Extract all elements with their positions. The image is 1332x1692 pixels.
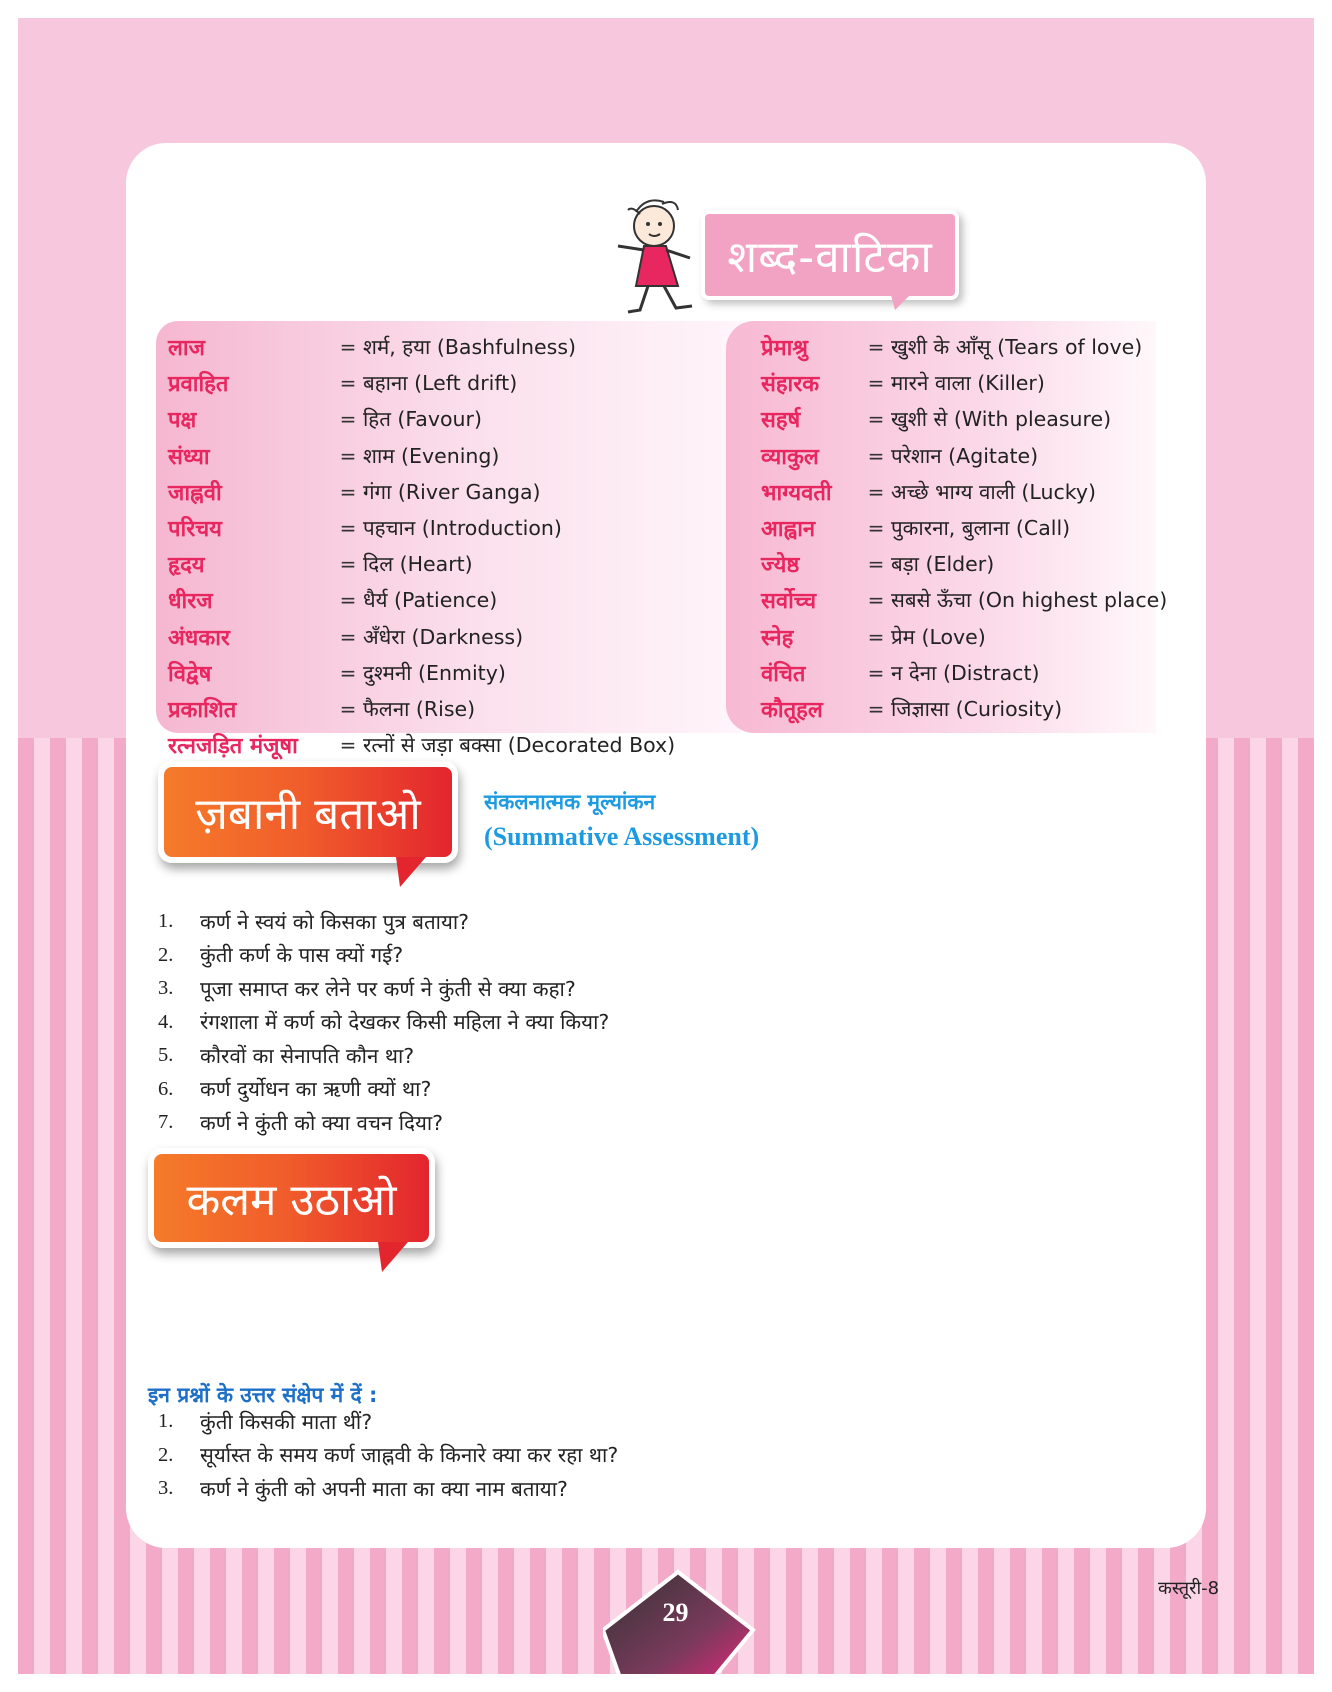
page-number: 29: [662, 1598, 689, 1627]
glossary-term: सहर्ष: [761, 408, 801, 434]
list-item: [158, 939, 609, 973]
question-number: 2.: [158, 943, 174, 966]
list-item: [158, 1073, 609, 1107]
glossary-meaning: जिज्ञासा (Curiosity): [891, 696, 1063, 721]
glossary-term: संहारक: [761, 372, 820, 398]
equals-sign: =: [339, 407, 357, 432]
glossary-row: [761, 401, 1167, 437]
written-section-badge: [148, 1148, 448, 1268]
list-item: [158, 1039, 609, 1073]
equals-sign: =: [867, 443, 885, 468]
written-instruction: इन प्रश्नों के उत्तर संक्षेप में दें :: [148, 1383, 378, 1407]
question-text: कौरवों का सेनापति कौन था?: [200, 1043, 415, 1068]
book-name: कस्तूरी-8: [1158, 1578, 1220, 1599]
glossary-meaning: गंगा (River Ganga): [363, 479, 541, 504]
question-number: 1.: [158, 910, 174, 933]
glossary-meaning: फैलना (Rise): [363, 696, 476, 721]
equals-sign: =: [867, 552, 885, 577]
glossary-meaning: बड़ा (Elder): [891, 552, 995, 577]
glossary-term: अंधकार: [168, 625, 230, 651]
glossary-row: [168, 438, 675, 474]
written-question-list: [158, 1405, 618, 1506]
glossary-meaning: दुश्मनी (Enmity): [363, 660, 506, 685]
glossary-term: प्रवाहित: [168, 372, 229, 398]
glossary-row: [168, 401, 675, 437]
list-item: [158, 1006, 609, 1040]
glossary-term: विद्वेष: [168, 661, 212, 687]
glossary-row: [168, 510, 675, 546]
glossary-row: [168, 474, 675, 510]
list-item: [158, 1472, 618, 1506]
glossary-term: परिचय: [168, 517, 222, 543]
equals-sign: =: [867, 624, 885, 649]
question-text: कर्ण ने स्वयं को किसका पुत्र बताया?: [200, 909, 470, 934]
equals-sign: =: [339, 516, 357, 541]
glossary-meaning: रत्नों से जड़ा बक्सा (Decorated Box): [363, 733, 676, 758]
glossary-meaning: मारने वाला (Killer): [891, 371, 1045, 396]
glossary-term: सर्वोच्च: [761, 589, 817, 615]
question-number: 6.: [158, 1077, 174, 1100]
page-number-badge: [603, 1568, 758, 1674]
glossary-term: ज्येष्ठ: [761, 553, 800, 579]
glossary-row: [761, 438, 1167, 474]
glossary-term: भाग्यवती: [761, 480, 832, 506]
equals-sign: =: [339, 624, 357, 649]
written-badge-tail: [378, 1242, 408, 1272]
equals-sign: =: [867, 407, 885, 432]
list-item: [158, 1106, 609, 1140]
title-badge: [606, 188, 961, 318]
glossary-term: कौतूहल: [761, 697, 823, 723]
list-item: [158, 905, 609, 939]
list-item: [158, 972, 609, 1006]
equals-sign: =: [867, 588, 885, 613]
oral-question-list: [158, 905, 609, 1140]
question-text: कर्ण दुर्योधन का ऋणी क्यों था?: [200, 1077, 432, 1102]
question-number: 4.: [158, 1010, 174, 1033]
glossary-row: [761, 691, 1167, 727]
equals-sign: =: [339, 371, 357, 396]
glossary-term: पक्ष: [168, 408, 197, 434]
question-text: रंगशाला में कर्ण को देखकर किसी महिला ने क्या किया?: [200, 1010, 610, 1035]
list-item: [158, 1405, 618, 1439]
glossary-meaning: परेशान (Agitate): [891, 443, 1039, 468]
equals-sign: =: [867, 516, 885, 541]
question-number: 1.: [158, 1410, 174, 1433]
glossary-meaning: खुशी से (With pleasure): [891, 407, 1112, 432]
glossary-meaning: अँधेरा (Darkness): [363, 624, 524, 649]
page-frame: [18, 18, 1314, 1674]
oral-badge-tail: [396, 857, 426, 887]
glossary-row: [168, 727, 675, 763]
assessment-hindi: संकलनात्मक मूल्यांकन: [484, 790, 656, 814]
glossary-meaning: शर्म, हया (Bashfulness): [363, 335, 576, 360]
glossary-term: जाह्नवी: [168, 480, 222, 506]
glossary-meaning: बहाना (Left drift): [363, 371, 518, 396]
equals-sign: =: [339, 443, 357, 468]
question-number: 3.: [158, 977, 174, 1000]
glossary-row: [761, 365, 1167, 401]
question-number: 5.: [158, 1044, 174, 1067]
glossary-meaning: धैर्य (Patience): [363, 588, 498, 613]
assessment-label: [484, 788, 759, 852]
list-item: [158, 1439, 618, 1473]
equals-sign: =: [339, 479, 357, 504]
glossary-row: [761, 510, 1167, 546]
equals-sign: =: [867, 335, 885, 360]
assessment-english: (Summative Assessment): [484, 822, 760, 851]
glossary-row: [761, 655, 1167, 691]
question-text: सूर्यास्त के समय कर्ण जाह्नवी के किनारे क्या कर रहा था?: [200, 1443, 619, 1468]
glossary-row: [761, 474, 1167, 510]
written-section-title: कलम उठाओ: [148, 1148, 435, 1248]
content-card: [126, 143, 1206, 1548]
glossary-row: [168, 546, 675, 582]
glossary-term: धीरज: [168, 589, 213, 615]
glossary-row: [761, 546, 1167, 582]
glossary-term: व्याकुल: [761, 444, 819, 470]
equals-sign: =: [339, 552, 357, 577]
question-text: पूजा समाप्त कर लेने पर कर्ण ने कुंती से क्या कहा?: [200, 976, 576, 1001]
glossary-row: [168, 691, 675, 727]
question-text: कुंती किसकी माता थीं?: [200, 1409, 373, 1434]
glossary-meaning: दिल (Heart): [363, 552, 473, 577]
glossary-term: प्रेमाश्रु: [761, 336, 808, 362]
glossary-term: रत्नजड़ित मंजूषा: [168, 734, 298, 760]
question-text: कर्ण ने कुंती को क्या वचन दिया?: [200, 1110, 444, 1135]
equals-sign: =: [339, 696, 357, 721]
glossary-meaning: हित (Favour): [363, 407, 482, 432]
question-number: 2.: [158, 1443, 174, 1466]
glossary-meaning: अच्छे भाग्य वाली (Lucky): [891, 479, 1097, 504]
equals-sign: =: [867, 479, 885, 504]
glossary-term: हृदय: [168, 553, 205, 579]
question-text: कुंती कर्ण के पास क्यों गई?: [200, 943, 404, 968]
glossary-row: [168, 582, 675, 618]
glossary-term: आह्वान: [761, 517, 816, 543]
glossary-term: प्रकाशित: [168, 697, 237, 723]
glossary-term: संध्या: [168, 444, 210, 470]
question-number: 3.: [158, 1477, 174, 1500]
glossary-row: [168, 619, 675, 655]
glossary-meaning: प्रेम (Love): [891, 624, 986, 649]
glossary-meaning: पहचान (Introduction): [363, 516, 562, 541]
equals-sign: =: [339, 588, 357, 613]
question-text: कर्ण ने कुंती को अपनी माता का क्या नाम बताया?: [200, 1476, 568, 1501]
equals-sign: =: [339, 660, 357, 685]
title-badge-tail: [889, 288, 917, 310]
glossary-term: स्नेह: [761, 625, 794, 651]
equals-sign: =: [339, 733, 357, 758]
page-title: शब्द-वाटिका: [701, 210, 959, 300]
glossary-row: [168, 329, 675, 365]
glossary-meaning: सबसे ऊँचा (On highest place): [891, 588, 1168, 613]
glossary-row: [168, 365, 675, 401]
glossary-term: वंचित: [761, 661, 806, 687]
equals-sign: =: [867, 371, 885, 396]
glossary-row: [761, 619, 1167, 655]
equals-sign: =: [339, 335, 357, 360]
oral-section-title: ज़बानी बताओ: [158, 761, 458, 863]
glossary-meaning: न देना (Distract): [891, 660, 1040, 685]
glossary-row: [761, 329, 1167, 365]
question-number: 7.: [158, 1111, 174, 1134]
glossary-meaning: पुकारना, बुलाना (Call): [891, 516, 1071, 541]
glossary-meaning: खुशी के आँसू (Tears of love): [891, 335, 1143, 360]
equals-sign: =: [867, 696, 885, 721]
oral-section-badge: [158, 761, 458, 881]
glossary-term: लाज: [168, 336, 205, 362]
glossary-row: [168, 655, 675, 691]
glossary-left-column: [168, 329, 675, 763]
equals-sign: =: [867, 660, 885, 685]
running-girl-icon: [606, 188, 716, 318]
glossary-row: [761, 582, 1167, 618]
glossary-meaning: शाम (Evening): [363, 443, 500, 468]
glossary-right-column: [761, 329, 1167, 727]
